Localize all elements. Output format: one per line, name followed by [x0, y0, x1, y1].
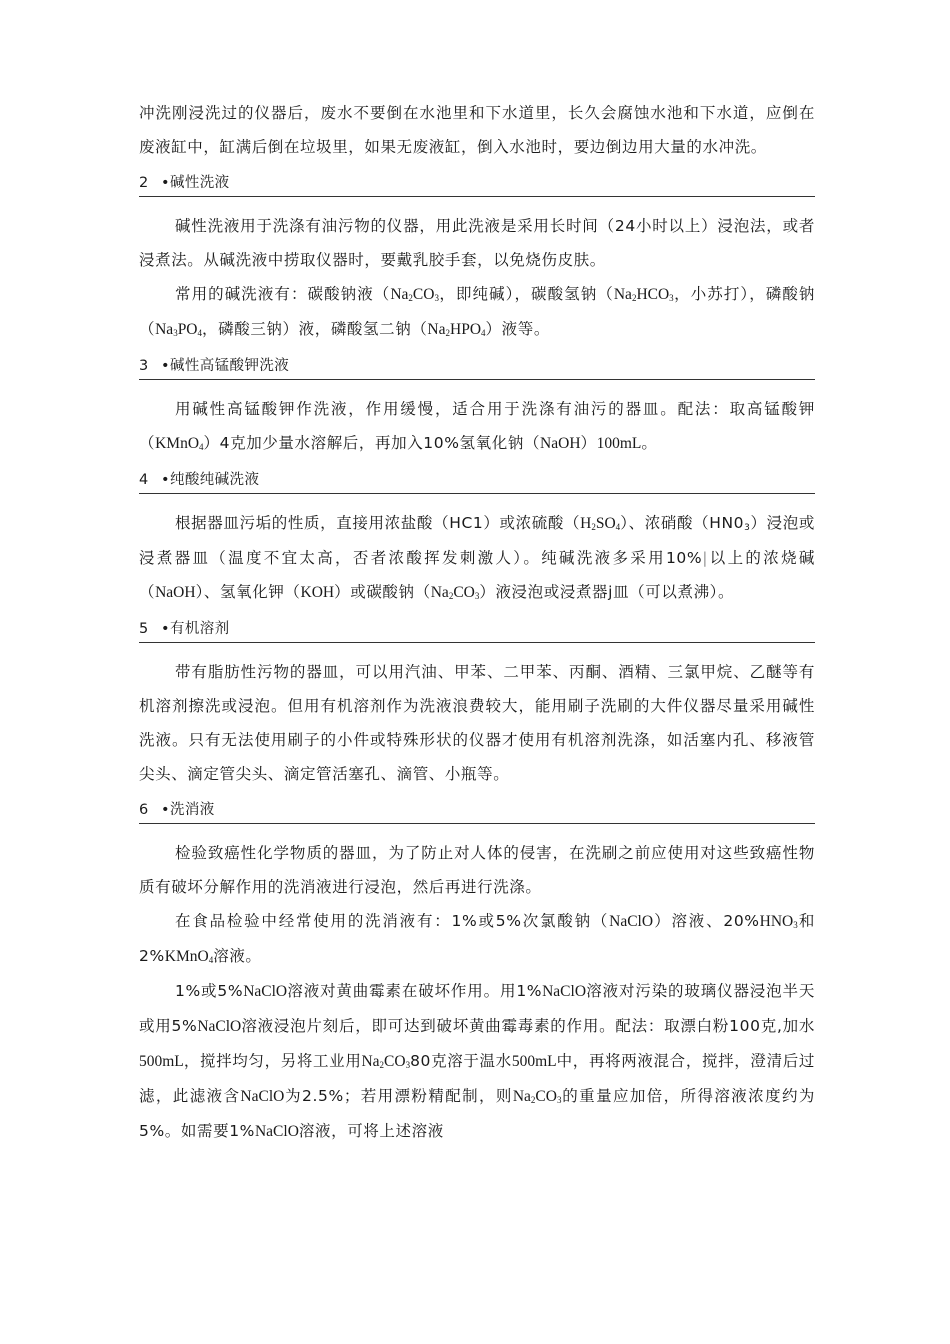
document-page [139, 96, 815, 1149]
intro-paragraph: 冲洗刚浸洗过的仪器后，废水不要倒在水池里和下水道里，长久会腐蚀水池和下水道，应倒在废液缸中，缸满后倒在垃圾里，如果无废液缸，倒入水池时，要边倒边用大量的水冲洗。 [139, 104, 815, 156]
section-2-paragraph-2: 常用的碱洗液有：碳酸钠液（$Na_2CO_3$，即纯碱），碳酸氢钠（$Na_2HCO_3$，小苏打），磷酸钠（$Na_3PO_4$，磷酸三钠）液，磷酸氢二钠$(Na_2HPO_4)$液等。 [139, 285, 815, 338]
section-6-paragraph-1: 检验致癌性化学物质的器皿，为了防止对人体的侵害，在洗刷之前应使用对这些致癌性物质有破坏分解作用的洗消液进行浸泡，然后再进行洗涤。 [139, 844, 815, 896]
section-heading-4: 4 •纯酸纯碱洗液 [139, 469, 815, 494]
section-6-paragraph-3: 1%或5%NaClO溶液对黄曲霉素在破坏作用。用1%NaClO溶液对污染的玻璃仪器浸泡半天或用5%NaClO溶液浸泡片刻后，即可达到破坏黄曲霉毒素的作用。配法：取漂白粉100克,加水500mL，搅拌均匀，另将工业用$Na_2CO_380$克溶于温水500mL中，再将两液混合，搅拌，澄清后过滤，此滤液含NaClO为2.5%；若用漂粉精配制，则$Na_2CO_3$的重量应加倍，所得溶液浓度约为5%。如需要1%NaClO溶液，可将上述溶液 [139, 982, 815, 1140]
section-4-paragraph-1: 根据器皿污垢的性质，直接用浓盐酸（HC1）或浓硫酸$(H_2SO_4)$、浓硝酸$(HN0_3)$浸泡或浸煮器皿（温度不宜太高，否者浓酸挥发刺激人）。纯碱洗液多采用10%|以上的浓烧碱（NaOH）、氢氧化钾（KOH）或碳酸钠$(Na_2CO_3)$液浸泡或浸煮器j皿（可以煮沸）。 [139, 514, 815, 601]
section-3-paragraph-1: 用碱性高锰酸钾作洗液，作用缓慢，适合用于洗涤有油污的器皿。配法：取高锰酸钾（KMnO$_4$）4克加少量水溶解后，再加入10%氢氧化钠（NaOH）100mL。 [139, 400, 815, 452]
section-heading-5: 5 •有机溶剂 [139, 618, 815, 643]
section-heading-2: 2 •碱性洗液 [139, 172, 815, 197]
section-heading-6: 6 •洗消液 [139, 799, 815, 824]
section-heading-3: 3 •碱性高锰酸钾洗液 [139, 355, 815, 380]
section-6-paragraph-2: 在食品检验中经常使用的洗消液有：1%或5%次氯酸钠（NaClO）溶液、$20\%HNO_3$和2%KMnO$_4$溶液。 [139, 912, 816, 965]
section-2-paragraph-1: 碱性洗液用于洗涤有油污物的仪器，用此洗液是采用长时间（24小时以上）浸泡法，或者浸煮法。从碱洗液中捞取仪器时，要戴乳胶手套，以免烧伤皮肤。 [139, 217, 815, 269]
section-5-paragraph-1: 带有脂肪性污物的器皿，可以用汽油、甲苯、二甲苯、丙酮、酒精、三氯甲烷、乙醚等有机溶剂擦洗或浸泡。但用有机溶剂作为洗液浪费较大，能用刷子洗刷的大件仪器尽量采用碱性洗液。只有无法使用刷子的小件或特殊形状的仪器才使用有机溶剂洗涤，如活塞内孔、移液管尖头、滴定管尖头、滴定管活塞孔、滴管、小瓶等。 [139, 663, 815, 783]
